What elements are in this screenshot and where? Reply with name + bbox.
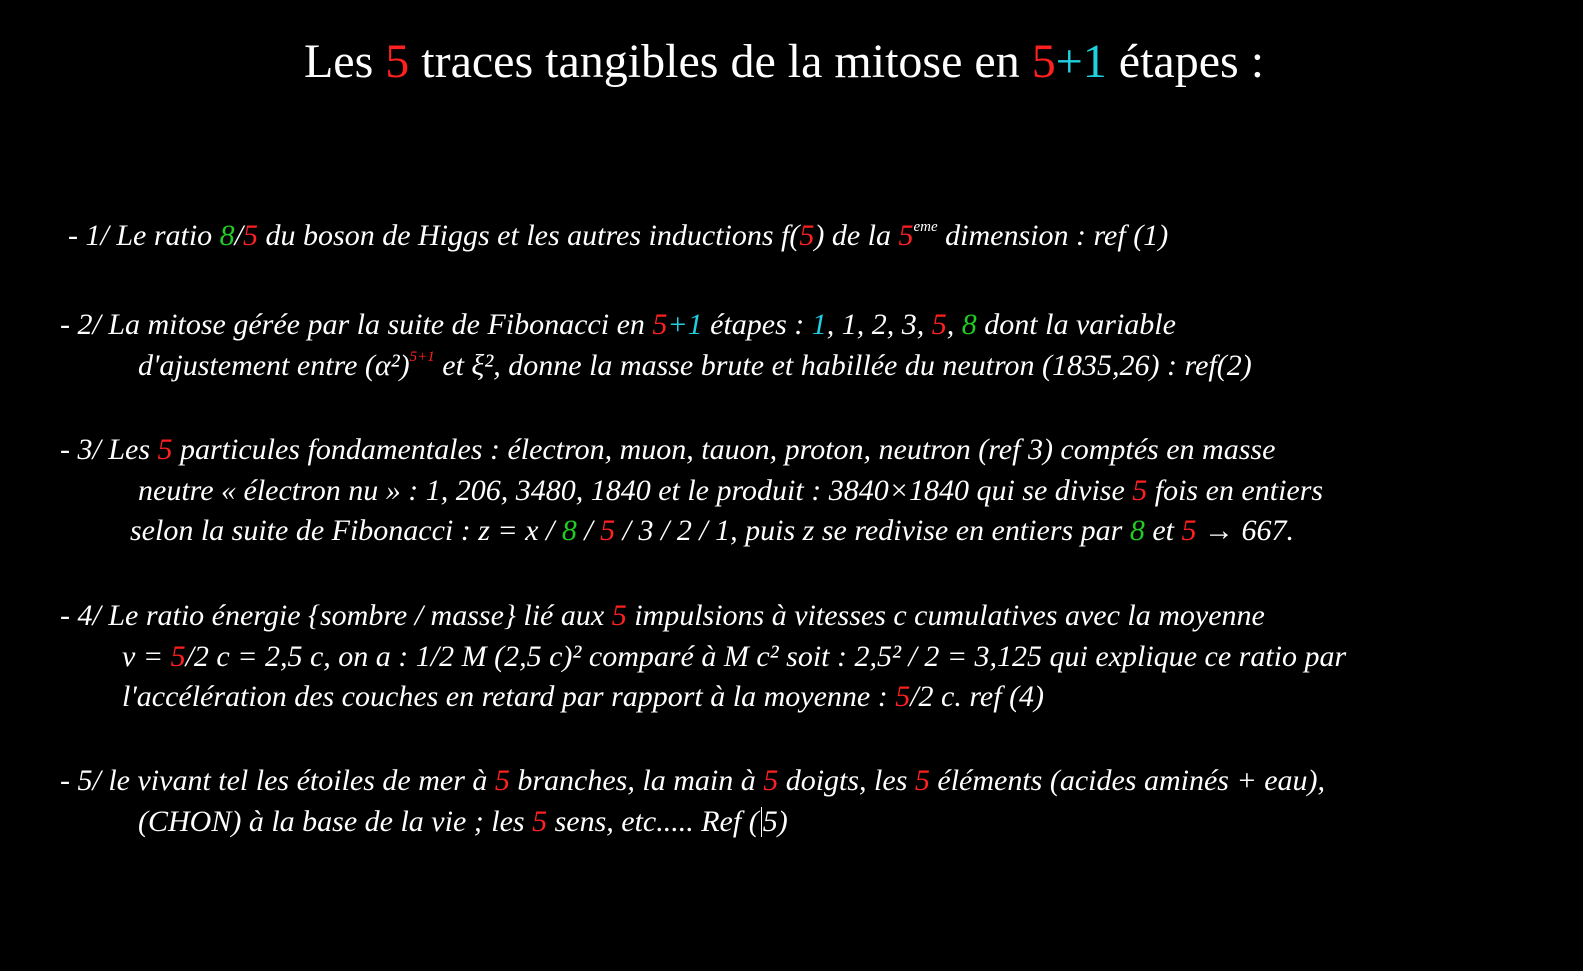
text-run: et <box>1144 514 1182 547</box>
text-run: /2 c. ref (4) <box>910 680 1045 713</box>
red-number: 5 <box>532 805 548 838</box>
text-run: selon la suite de Fibonacci : z = x / <box>130 514 562 547</box>
title-one: 1 <box>1082 35 1107 88</box>
item-5-line-1 <box>60 761 1325 801</box>
text-run: étapes : <box>702 308 812 341</box>
text-run: , 1, 2, 3, <box>826 308 932 341</box>
text-run: éléments (acides aminés + eau), <box>929 764 1326 797</box>
item-3-line-2 <box>138 471 1323 511</box>
text-run: sens, etc..... Ref ( <box>547 805 759 838</box>
title-five: 5 <box>385 35 410 88</box>
red-superscript: 5+1 <box>409 349 435 365</box>
text-run: impulsions à vitesses c cumulatives avec la moyenne <box>626 599 1265 632</box>
red-number: 5 <box>799 219 815 252</box>
text-run: du boson de Higgs et les autres inductions f( <box>258 219 800 252</box>
red-number: 5 <box>243 219 259 252</box>
text-run: / <box>234 219 244 252</box>
red-number: 5 <box>763 764 779 797</box>
text-run: - 3/ Les <box>60 433 158 466</box>
green-number: 8 <box>561 514 577 547</box>
item-4-line-2 <box>122 637 1346 677</box>
red-number: 5 <box>1181 514 1197 547</box>
text-run: - 5/ le vivant tel les étoiles de mer à <box>60 764 495 797</box>
text-run: doigts, les <box>778 764 915 797</box>
title-text: étapes : <box>1106 35 1265 88</box>
text-run: v = <box>122 640 171 673</box>
text-run: dimension : ref (1) <box>937 219 1169 252</box>
cyan-text: + <box>667 308 688 341</box>
text-run: branches, la main à <box>509 764 764 797</box>
green-number: 8 <box>219 219 235 252</box>
red-number: 5 <box>494 764 510 797</box>
item-4-line-3 <box>122 677 1044 717</box>
red-number: 5 <box>611 599 627 632</box>
text-run: ) de la <box>814 219 899 252</box>
text-run: et ξ², donne la masse brute et habillée du neutron (1835,26) : ref(2) <box>434 349 1252 382</box>
item-4-line-1 <box>60 596 1265 636</box>
text-run: neutre « électron nu » : 1, 206, 3480, 1840 et le produit : 3840×1840 qui se divise <box>138 474 1133 507</box>
text-run: - 2/ La mitose gérée par la suite de Fibonacci en <box>60 308 653 341</box>
text-run: / <box>576 514 601 547</box>
text-cursor <box>761 807 762 837</box>
text-run: d'ajustement entre (α²) <box>138 349 410 382</box>
slide-title <box>0 30 1568 94</box>
cyan-number: 1 <box>687 308 703 341</box>
red-number: 5 <box>170 640 186 673</box>
green-number: 8 <box>961 308 977 341</box>
red-number: 5 <box>600 514 616 547</box>
text-run: → 667. <box>1196 514 1295 547</box>
text-run: fois en entiers <box>1147 474 1324 507</box>
text-run: - 1/ Le ratio <box>68 219 220 252</box>
text-run: particules fondamentales : électron, muon, tauon, proton, neutron (ref 3) comptés en masse <box>172 433 1276 466</box>
item-2-line-1 <box>60 305 1176 345</box>
red-number: 5 <box>895 680 911 713</box>
text-run: l'accélération des couches en retard par rapport à la moyenne : <box>122 680 896 713</box>
text-run: /2 c = 2,5 c, on a : 1/2 M (2,5 c)² comparé à M c² soit : 2,5² / 2 = 3,125 qui explique ce ratio par <box>185 640 1347 673</box>
cyan-number: 1 <box>811 308 827 341</box>
red-number: 5 <box>1132 474 1148 507</box>
red-number: 5 <box>914 764 930 797</box>
title-plus: + <box>1055 35 1083 88</box>
red-number: 5 <box>157 433 173 466</box>
item-5-line-2 <box>138 802 788 842</box>
item-1-line-1 <box>68 216 1168 256</box>
text-run: dont la variable <box>976 308 1176 341</box>
green-number: 8 <box>1129 514 1145 547</box>
item-2-line-2 <box>138 346 1252 386</box>
text-run: 5) <box>762 805 788 838</box>
title-text: Les <box>303 35 386 88</box>
red-number: 5 <box>931 308 947 341</box>
text-run: - 4/ Le ratio énergie {sombre / masse} lié aux <box>60 599 612 632</box>
item-3-line-1 <box>60 430 1275 470</box>
red-number: 5 <box>898 219 914 252</box>
title-text: traces tangibles de la mitose en <box>409 35 1032 88</box>
superscript: eme <box>913 219 938 235</box>
text-run: , <box>946 308 962 341</box>
red-number: 5 <box>652 308 668 341</box>
item-3-line-3 <box>130 511 1294 551</box>
title-five: 5 <box>1031 35 1056 88</box>
text-run: (CHON) à la base de la vie ; les <box>138 805 533 838</box>
text-run: / 3 / 2 / 1, puis z se redivise en entiers par <box>615 514 1130 547</box>
